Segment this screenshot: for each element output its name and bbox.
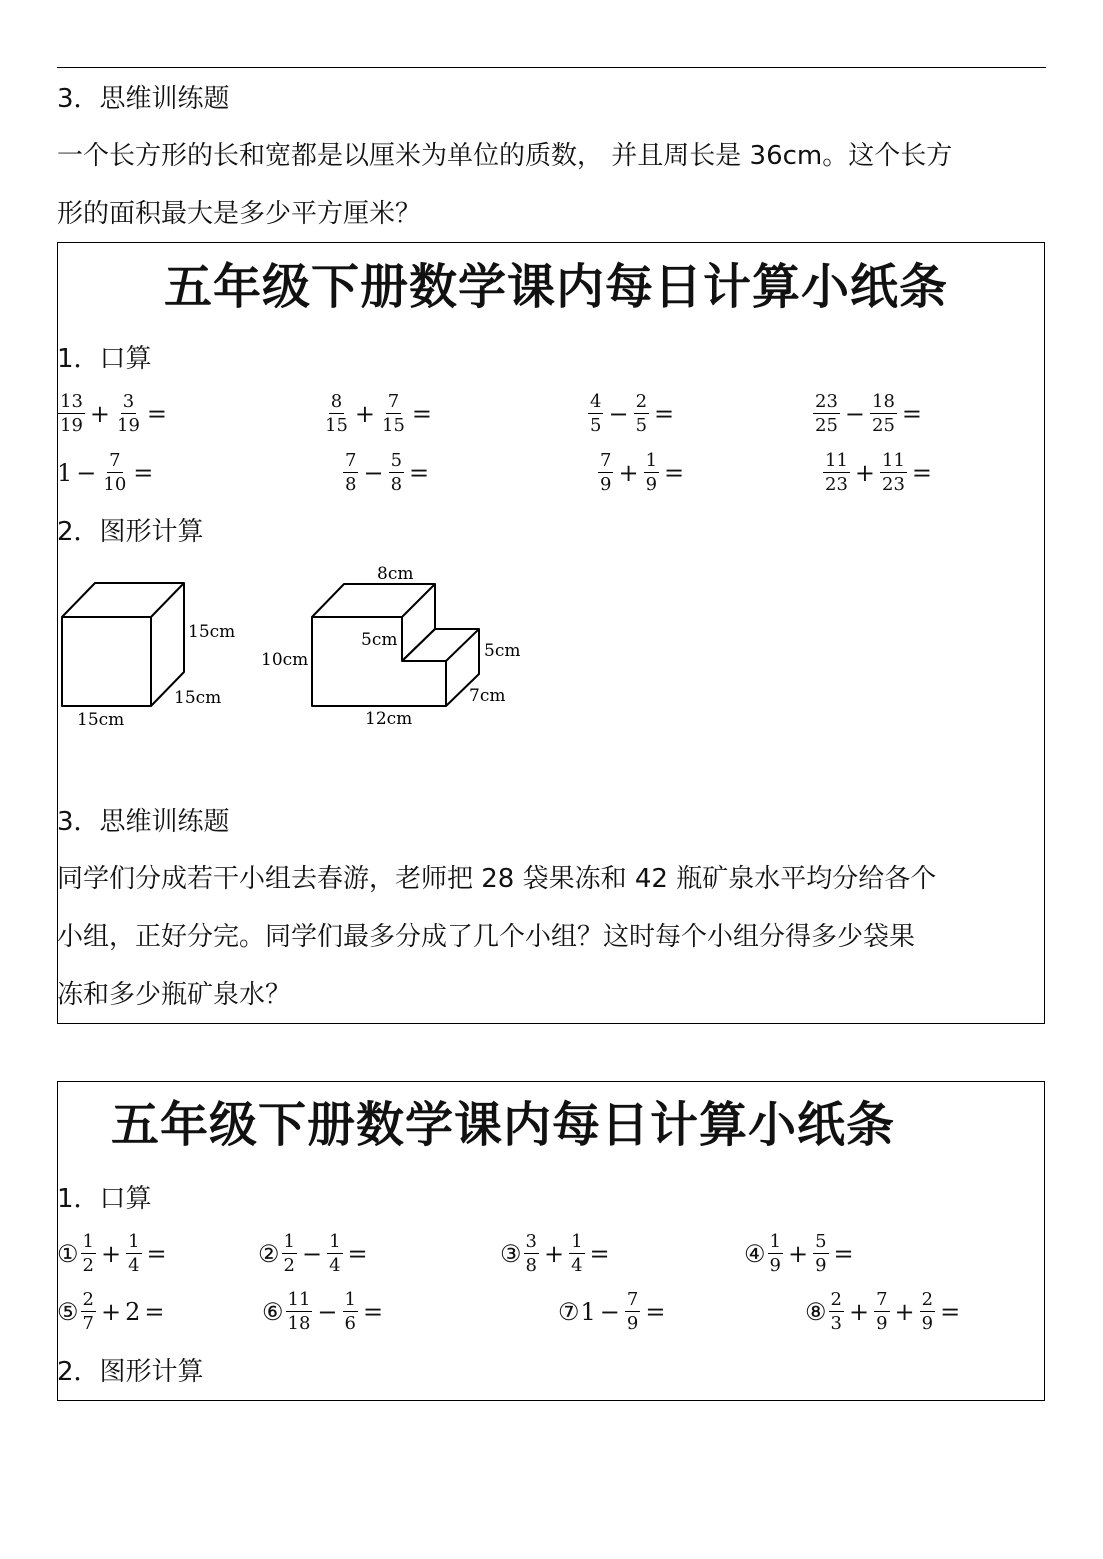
oral-problem-1: $\frac{13}{19}$ + $\frac{3}{19}$ = <box>60 391 168 436</box>
oral-problem-3: $\frac{4}{5}$ − $\frac{2}{5}$ = <box>590 391 675 436</box>
step-label-top: 8cm <box>377 564 414 584</box>
oral-problem-4: $\frac{23}{25}$ − $\frac{18}{25}$ = <box>815 391 923 436</box>
paper-2-section-oral: 1．口算 <box>57 1184 152 1214</box>
thinking-line-3: 冻和多少瓶矿泉水？ <box>57 980 292 1010</box>
step-label-inner: 5cm <box>361 630 398 650</box>
oral-problem-6: $\frac{7}{8}$ − $\frac{5}{8}$ = <box>345 450 430 495</box>
oral-problem-5: 1 − $\frac{7}{10}$ = <box>57 450 154 495</box>
paper-1-section-oral: 1．口算 <box>57 344 152 374</box>
cube-figure <box>62 583 184 706</box>
step-label-left: 10cm <box>261 650 309 670</box>
thinking-line-1: 同学们分成若干小组去春游，老师把 28 袋果冻和 42 瓶矿泉水平均分给各个 <box>57 864 937 894</box>
oral-problem-2: $\frac{8}{15}$ + $\frac{7}{15}$ = <box>325 391 433 436</box>
top-heading: 3．思维训练题 <box>57 84 230 114</box>
oral-problem-7: $\frac{7}{9}$ + $\frac{1}{9}$ = <box>600 450 685 495</box>
top-problem-line-2: 形的面积最大是多少平方厘米？ <box>57 199 422 229</box>
top-problem-line-1: 一个长方形的长和宽都是以厘米为单位的质数， 并且周长是 36cm。这个长方 <box>57 141 953 171</box>
paper-2-title: 五年级下册数学课内每日计算小纸条 <box>111 1097 896 1153</box>
paper-1-section-thinking: 3．思维训练题 <box>57 807 230 837</box>
step-label-right: 5cm <box>484 641 521 661</box>
top-rule <box>57 67 1046 68</box>
oral2-problem-1: ① $\frac{1}{2}$ + $\frac{1}{4}$ = <box>57 1231 167 1276</box>
oral-problem-8: $\frac{11}{23}$ + $\frac{11}{23}$ = <box>825 450 933 495</box>
figure-diagrams <box>57 560 537 740</box>
oral2-problem-8: ⑧ $\frac{2}{3}$ + $\frac{7}{9}$ + $\frac{2}{9}$ = <box>805 1289 961 1334</box>
cube-label-bottom: 15cm <box>77 710 125 730</box>
oral2-problem-2: ② $\frac{1}{2}$ − $\frac{1}{4}$ = <box>258 1231 368 1276</box>
paper-2-section-figure: 2．图形计算 <box>57 1357 204 1387</box>
oral2-problem-6: ⑥ $\frac{11}{18}$ − $\frac{1}{6}$ = <box>262 1289 384 1334</box>
cube-label-depth: 15cm <box>174 688 222 708</box>
step-label-bottom: 12cm <box>365 709 413 729</box>
oral2-problem-4: ④ $\frac{1}{9}$ + $\frac{5}{9}$ = <box>744 1231 854 1276</box>
oral2-problem-3: ③ $\frac{3}{8}$ + $\frac{1}{4}$ = <box>500 1231 610 1276</box>
oral2-problem-5: ⑤ $\frac{2}{7}$ + 2 = <box>57 1289 165 1334</box>
step-label-depth: 7cm <box>469 686 506 706</box>
paper-1-section-figure: 2．图形计算 <box>57 517 204 547</box>
oral2-problem-7: ⑦ 1 − $\frac{7}{9}$ = <box>558 1289 666 1334</box>
cube-label-right: 15cm <box>188 622 236 642</box>
paper-1-title: 五年级下册数学课内每日计算小纸条 <box>164 259 949 315</box>
thinking-line-2: 小组，正好分完。同学们最多分成了几个小组？这时每个小组分得多少袋果 <box>57 922 916 952</box>
